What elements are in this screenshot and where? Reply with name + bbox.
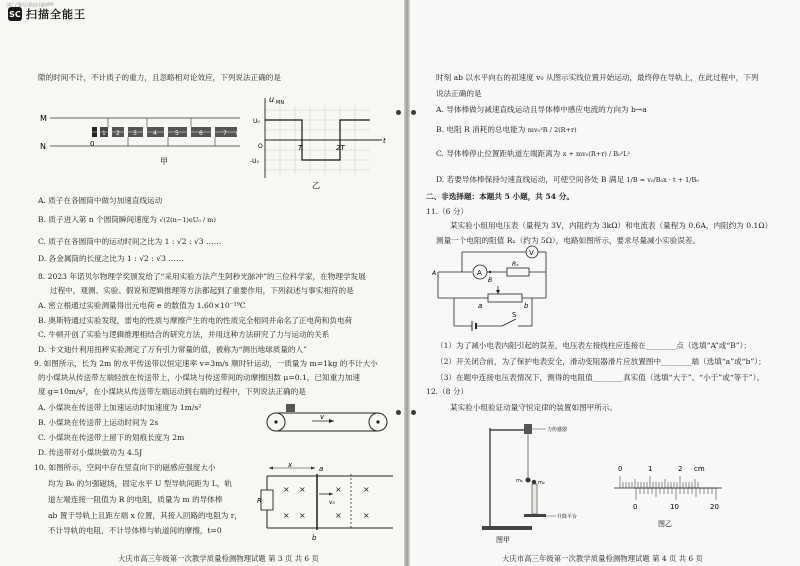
q7-intro: 隙的时间不计，不计质子的重力，且忽略相对论效应，下列说法正确的是: [38, 73, 281, 82]
rheostat-end-a-label: a: [478, 302, 483, 310]
svg-text:×: ×: [299, 511, 306, 520]
q10-option-b-text: B. 电阻 R 消耗的总电能为: [436, 125, 526, 134]
q7-option-d: D. 各金属筒的长度之比为 1 : √2 : √3 ……: [38, 254, 184, 263]
q7-option-b-formula: √(2(n−1)eU₀ / m): [159, 216, 216, 224]
initial-velocity-label: v₀: [329, 499, 335, 506]
q10-line3: 道左端连接一阻值为 R 的电阻，质量为 m 的导体棒: [48, 495, 223, 504]
node-b-label: B: [488, 277, 493, 284]
q8-option-b: B. 奥斯特通过实验发现，雷电的性质与摩擦产生的电的性质完全相同并命名了正电荷和负电荷: [38, 316, 353, 325]
q10-line4: ab 置于导轨上且距左端 x 位置，其接入回路的电阻为 r，: [48, 511, 243, 520]
tube-label-3: 3: [133, 130, 137, 137]
lifting-platform: [524, 514, 546, 517]
section-heading-nonchoice: 二、非选择题：本题共 5 小题，共 54 分。: [426, 192, 574, 201]
caliper-bottom-tick-20: 20: [710, 503, 719, 511]
q8-option-d: D. 卡文迪什利用扭秤实验测定了万有引力常量的值，被称为“测出地球质量的人”: [38, 345, 307, 354]
q8-option-c: C. 牛顿开创了实验与逻辑推理相结合的研究方法，并用这种方法研究了力与运动的关系: [38, 330, 330, 339]
q8-stem-line2: 过程中，观测、实验、假说和逻辑推理等方法都起到了重要作用，下列叙述与事实相符的是: [50, 286, 354, 295]
q9-stem-line1: 9. 如图所示，长为 2m 的水平传送带以恒定速率 v=3m/s 顺时针运动，一质量为 m=1kg 的不计大小: [34, 359, 378, 368]
q10-continued-line1: 时刻 ab 以水平向右的初速度 v₀ 从图示实线位置开始运动，最终停在导轨上，在此过程中，下列: [436, 73, 759, 82]
svg-text:×: ×: [283, 511, 290, 520]
lifting-platform-label: 升降平台: [557, 514, 578, 520]
tube-label-1: 1: [102, 130, 106, 137]
svg-text:×: ×: [283, 485, 290, 494]
figure-yi-caption-right: 图乙: [658, 520, 672, 528]
y-axis-label: u: [269, 95, 275, 104]
q8-option-a: A. 密立根通过实验测量得出元电荷 e 的数值为 1.60×10⁻¹⁹C: [38, 301, 246, 310]
tube-label-7: 7: [223, 130, 227, 137]
resistor-r-label: R: [257, 497, 262, 505]
label-o: 0: [90, 140, 95, 148]
figure-pendulum-apparatus: [460, 418, 600, 544]
rheostat: [488, 294, 522, 302]
ammeter-label: A: [477, 269, 482, 277]
q10-option-a: A. 导体棒做匀减速直线运动且导体棒中感应电流的方向为 b→a: [436, 105, 647, 114]
q10-line1: 10. 如图所示，空间中存在竖直向下的磁感应强度大小: [34, 463, 216, 472]
binding-hole-left-bottom: [396, 410, 401, 415]
ball-m2-label: m₂: [538, 480, 545, 486]
rod-end-b-label: b: [312, 534, 317, 542]
figure-rails-magnetic-field: [255, 462, 395, 542]
q9-option-b: B. 小煤块在传送带上运动时间为 2s: [38, 418, 159, 427]
caliper-top-tick-unit: cm: [694, 465, 705, 473]
label-n: N: [40, 142, 46, 151]
u0-label: U₀: [253, 118, 260, 125]
tube-label-6: 6: [199, 130, 203, 137]
coal-block: [286, 404, 295, 412]
svg-text:×: ×: [335, 511, 342, 520]
q10-option-c: [436, 149, 630, 159]
rheostat-end-b-label: b: [524, 302, 529, 310]
rod-end-a-label: a: [319, 465, 324, 473]
q11-stem-line1: 某实验小组用电压表（量程为 3V，内阻约为 3kΩ）和电流表（量程为 0.6A，内阻约为 0.1Ω）: [450, 221, 773, 230]
y-axis-sub: MN: [276, 100, 285, 106]
figure-jia-caption: 甲: [160, 157, 168, 166]
q11-part1: （1）为了减小电表内阻引起的误差，电压表左接线柱应连接在________点（选填“A”或“B”）；: [436, 341, 752, 350]
caliper-top-tick-1: 1: [648, 465, 653, 473]
force-sensor: [524, 424, 532, 434]
svg-text:×: ×: [363, 485, 370, 494]
force-sensor-label: 力传感器: [547, 427, 568, 433]
figure-jia-caption-right: 图甲: [496, 536, 510, 544]
voltmeter-label: V: [529, 249, 534, 257]
q7-option-b: [38, 215, 216, 225]
tube-label-8: 8: [236, 131, 240, 137]
q12-stem-line1: 某实验小组验证动量守恒定律的装置如图甲所示。: [450, 403, 618, 412]
binding-hole-right-top: [411, 110, 416, 115]
q7-option-b-text: B. 质子进入第 n 个圆筒瞬间速度为: [38, 215, 157, 224]
ball-m1-label: m₁: [516, 478, 523, 484]
scanner-logo-text: 扫描全能王: [26, 8, 86, 21]
caliper-top-tick-2: 2: [678, 465, 683, 473]
caliper-top-tick-0: 0: [618, 465, 623, 473]
magnetic-field-crosses: [283, 485, 370, 520]
left-page-footer: 大庆市高三年级第一次教学质量检测物理试题 第 3 页 共 6 页: [118, 554, 319, 563]
ball-m1: [526, 478, 531, 483]
svg-text:×: ×: [363, 511, 370, 520]
binding-hole-right-bottom: [411, 410, 416, 415]
neg-u0-label: -U₀: [250, 158, 259, 165]
q9-stem-line2: 的小煤块从传送带左端轻放在传送带上，小煤块与传送带间的动摩擦因数 μ=0.1，已知重力加速: [38, 373, 360, 382]
ball-m2: [532, 480, 536, 484]
right-page: [410, 0, 800, 566]
caliper-bottom-tick-0: 0: [633, 503, 638, 511]
t-label: T: [298, 144, 303, 152]
q9-option-a: A. 小煤块在传送带上加速运动时加速度为 1m/s²: [38, 403, 202, 412]
q10-option-d-text: D. 若要导体棒保持匀速直线运动，可使空间各处 B 满足: [436, 175, 625, 184]
scanner-logo-subtitle: 3亿人都在用的扫描App: [6, 1, 54, 6]
figure-circuit: [432, 244, 562, 336]
resistor-r: [261, 490, 273, 510]
switch-s-label: S: [512, 311, 517, 319]
svg-text:×: ×: [335, 485, 342, 494]
tube-label-4: 4: [153, 130, 157, 137]
q11-part3: （3）在题中连接电压表情况下，测得的电阻值________真实值（选填“大于”、“小于”或“等于”）。: [436, 373, 765, 382]
q7-option-a: A. 质子在各圆筒中做匀加速直线运动: [38, 196, 163, 205]
switch-s: [502, 319, 516, 326]
q9-option-d: D. 传送带对小煤块做功为 4.5J: [38, 448, 143, 457]
origin-label: O: [258, 143, 263, 150]
q10-line2: 均为 B₀ 的匀强磁场，固定水平 U 型导轨间距为 L，轨: [48, 479, 233, 488]
distance-x-label: x: [288, 462, 293, 469]
q10-option-d-formula: 1/B = v₀/B₀x · t + 1/B₀: [626, 176, 699, 184]
binding-hole-left-top: [396, 110, 401, 115]
figure-square-wave: [250, 92, 390, 190]
x-axis-label: t: [383, 137, 386, 145]
q9-option-c: C. 小煤块在传送带上留下的划痕长度为 2m: [38, 433, 185, 442]
scanner-logo-badge: SC: [8, 7, 22, 21]
q10-option-c-formula: x + mv₀(R+r) / B₀²L²: [562, 150, 631, 158]
q11-heading: 11.（6 分）: [426, 207, 469, 216]
q10-option-b: [436, 125, 577, 135]
q9-stem-line3: 度 g=10m/s²，在小煤块从传送带左端运动到右端的过程中，下列说法正确的是: [38, 387, 306, 396]
q8-stem-line1: 8. 2023 年诺贝尔物理学奖颁发给了“采用实验方法产生阿秒光脉冲”的三位科学家，在物理学发展: [38, 272, 366, 281]
svg-text:×: ×: [299, 485, 306, 494]
q10-option-b-formula: mv₀²R / 2(R+r): [527, 126, 577, 134]
q7-option-c: C. 质子在各圆筒中的运动时间之比为 1 : √2 : √3 ……: [38, 237, 222, 246]
q11-stem-line2: 测量一个电阻的阻值 Rₓ（约为 5Ω），电路如图所示，要求尽量减小实验误差。: [436, 236, 701, 245]
figure-vernier-caliper: [610, 462, 730, 534]
belt-velocity-label: v: [320, 413, 325, 421]
node-a-label: A: [432, 270, 437, 277]
q12-heading: 12.（8 分）: [426, 387, 469, 396]
scanner-logo: [8, 6, 86, 22]
caliper-bottom-tick-10: 10: [670, 503, 679, 511]
q11-part2: （2）开关闭合前，为了保护电表安全，滑动变阻器滑片应放置图中________端（选填“a”或“b”）；: [436, 357, 766, 366]
tube-label-2: 2: [116, 130, 120, 137]
q10-option-c-text: C. 导体棒停止位置距轨道左端距离为: [436, 149, 561, 158]
q10-option-d: [436, 175, 699, 185]
2t-label: 2T: [336, 144, 345, 152]
label-m: M: [40, 114, 47, 123]
resistor-rx-label: Rₓ: [512, 261, 519, 268]
figure-conveyor-belt: [262, 402, 392, 436]
q10-line5: 不计导轨的电阻，不计导体棒与轨道间的摩擦，t=0: [48, 526, 222, 535]
tube-label-5: 5: [175, 130, 179, 137]
resistor-rx: [507, 268, 529, 276]
figure-yi-caption: 乙: [312, 181, 320, 190]
q10-continued-line2: 说法正确的是: [436, 89, 482, 98]
right-page-footer: 大庆市高三年级第一次教学质量检测物理试题 第 4 页 共 6 页: [502, 554, 703, 563]
figure-drift-tubes: [40, 96, 250, 176]
